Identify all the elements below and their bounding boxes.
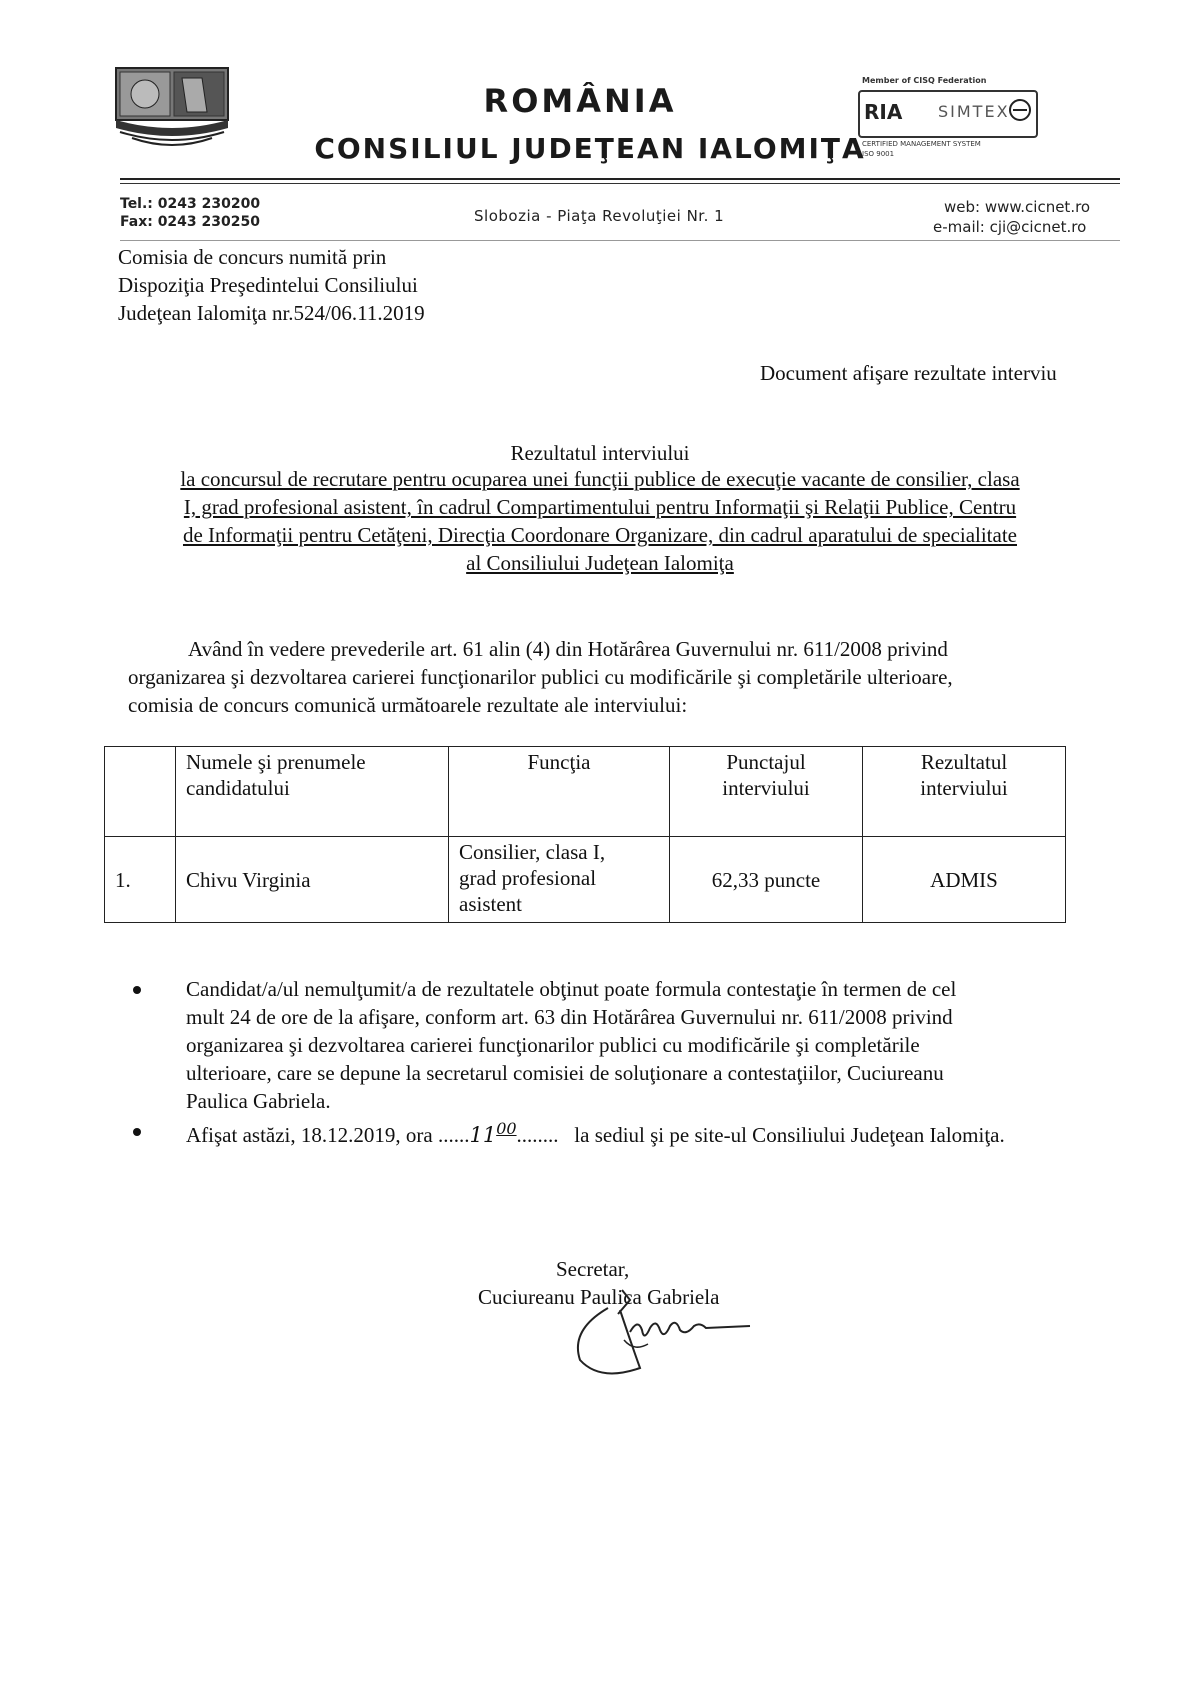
cert-circle-icon xyxy=(1008,98,1032,122)
commission-line-3: Judeţean Ialomiţa nr.524/06.11.2019 xyxy=(118,301,425,325)
certification-logo xyxy=(858,76,1040,168)
row-score: 62,33 puncte xyxy=(670,837,863,923)
header-score-line-1: Punctajul xyxy=(726,750,806,774)
tel-text: Tel.: 0243 230200 xyxy=(120,196,261,212)
header-nr-cell xyxy=(105,747,176,837)
title-line-4: al Consiliului Judeţean Ialomiţa xyxy=(466,551,734,575)
header-score-cell xyxy=(670,747,863,837)
title-line-1: la concursul de recrutare pentru ocuparea unei funcţii publice de execuţie vacante de consilier, clasa xyxy=(180,467,1020,491)
bullet-dot-1 xyxy=(133,986,141,994)
institution-title: CONSILIUL JUDEŢEAN IALOMIŢA xyxy=(314,132,866,165)
header-divider xyxy=(120,178,1120,180)
header-name-line-2: candidatului xyxy=(186,776,290,800)
bullet-1-line-5: Paulica Gabriela. xyxy=(186,1089,331,1113)
posted-minutes: 00 xyxy=(496,1119,517,1138)
email-link[interactable]: e-mail: cji@cicnet.ro xyxy=(933,218,1087,236)
row-nr: 1. xyxy=(105,837,176,923)
cert-brand-mid: A xyxy=(886,100,903,124)
commission-line-1: Comisia de concurs numită prin xyxy=(118,245,387,269)
row-function-line-1: Consilier, clasa I, xyxy=(459,840,606,864)
row-function-line-2: grad profesional xyxy=(459,866,597,890)
header-function-cell xyxy=(449,747,670,837)
bullet-1-line-1: Candidat/a/ul nemulţumit/a de rezultatele obţinut poate formula contestaţie în termen de cel xyxy=(186,977,957,1001)
bullet-1-line-2: mult 24 de ore de la afişare, conform art. 63 din Hotărârea Guvernului nr. 611/2008 privind xyxy=(186,1005,953,1029)
document-label: Document afişare rezultate interviu xyxy=(760,361,1057,385)
web-link[interactable]: web: www.cicnet.ro xyxy=(944,198,1091,216)
fax-text: Fax: 0243 230250 xyxy=(120,214,260,230)
title-line-2: I, grad profesional asistent, în cadrul Compartimentului pentru Informaţii şi Relaţii Publice, Centru xyxy=(183,495,1017,519)
title-line-3: de Informaţii pentru Cetăţeni, Direcţia Coordonare Organizare, din cadrul aparatului de specialitate xyxy=(182,523,1017,547)
header-function: Funcţia xyxy=(527,750,591,774)
bullet-1-line-3: organizarea şi dezvoltarea carierei funcţionarilor publici cu modificările şi completările xyxy=(186,1033,920,1057)
address-text: Slobozia - Piaţa Revoluţiei Nr. 1 xyxy=(474,207,725,225)
posted-hour: 11 xyxy=(469,1123,497,1147)
header-name-line-1: Numele şi prenumele xyxy=(186,750,366,774)
intro-line-2: organizarea şi dezvoltarea carierei funcţionarilor publici cu modificările şi completările ulterioare, xyxy=(128,665,953,689)
table-row xyxy=(105,837,1066,923)
results-table xyxy=(104,746,1066,923)
table-header-row xyxy=(105,747,1066,837)
intro-line-1: Având în vedere prevederile art. 61 alin (4) din Hotărârea Guvernului nr. 611/2008 privind xyxy=(188,637,948,661)
header-name-cell xyxy=(176,747,449,837)
commission-line-2: Dispoziţia Preşedintelui Consiliului xyxy=(118,273,418,297)
bullet-2-text: Afişat astăzi, 18.12.2019, ora ......11$^{00}$........ la sediul şi pe site-ul Consiliului Judeţean Ialomiţa. xyxy=(186,1119,1005,1147)
cert-brand-right: SIMTEX xyxy=(938,102,1010,121)
coat-of-arms-logo xyxy=(112,64,232,154)
country-title: ROMÂNIA xyxy=(483,82,677,120)
contact-divider xyxy=(120,240,1120,241)
intro-line-3: comisia de concurs comunică următoarele rezultate ale interviului: xyxy=(128,693,688,717)
header-result-line-2: interviului xyxy=(920,776,1008,800)
posted-prefix: Afişat astăzi, 18.12.2019, ora ...... xyxy=(186,1123,470,1147)
cert-line2: ISO 9001 xyxy=(862,150,895,158)
signature-role: Secretar, xyxy=(556,1257,630,1281)
result-heading: Rezultatul interviului xyxy=(510,441,690,465)
row-name: Chivu Virginia xyxy=(176,837,449,923)
cert-brand-left: RI xyxy=(864,100,887,124)
header-divider-thin xyxy=(120,183,1120,184)
header-score-line-2: interviului xyxy=(722,776,810,800)
posted-suffix: la sediul şi pe site-ul Consiliului Judeţean Ialomiţa. xyxy=(574,1123,1005,1147)
cert-member-text: Member of CISQ Federation xyxy=(862,76,987,85)
signature-name: Cuciureanu Paulica Gabriela xyxy=(478,1285,720,1309)
row-function-line-3: asistent xyxy=(459,892,522,916)
cert-line1: CERTIFIED MANAGEMENT SYSTEM xyxy=(862,140,981,148)
bullet-dot-2 xyxy=(133,1128,141,1136)
row-function-cell xyxy=(449,837,670,923)
row-result: ADMIS xyxy=(863,837,1066,923)
bullet-1-line-4: ulterioare, care se depune la secretarul comisiei de soluţionare a contestaţiilor, Cuciureanu xyxy=(186,1061,944,1085)
header-result-cell xyxy=(863,747,1066,837)
header-result-line-1: Rezultatul xyxy=(920,750,1008,774)
handwritten-signature xyxy=(560,1270,760,1380)
